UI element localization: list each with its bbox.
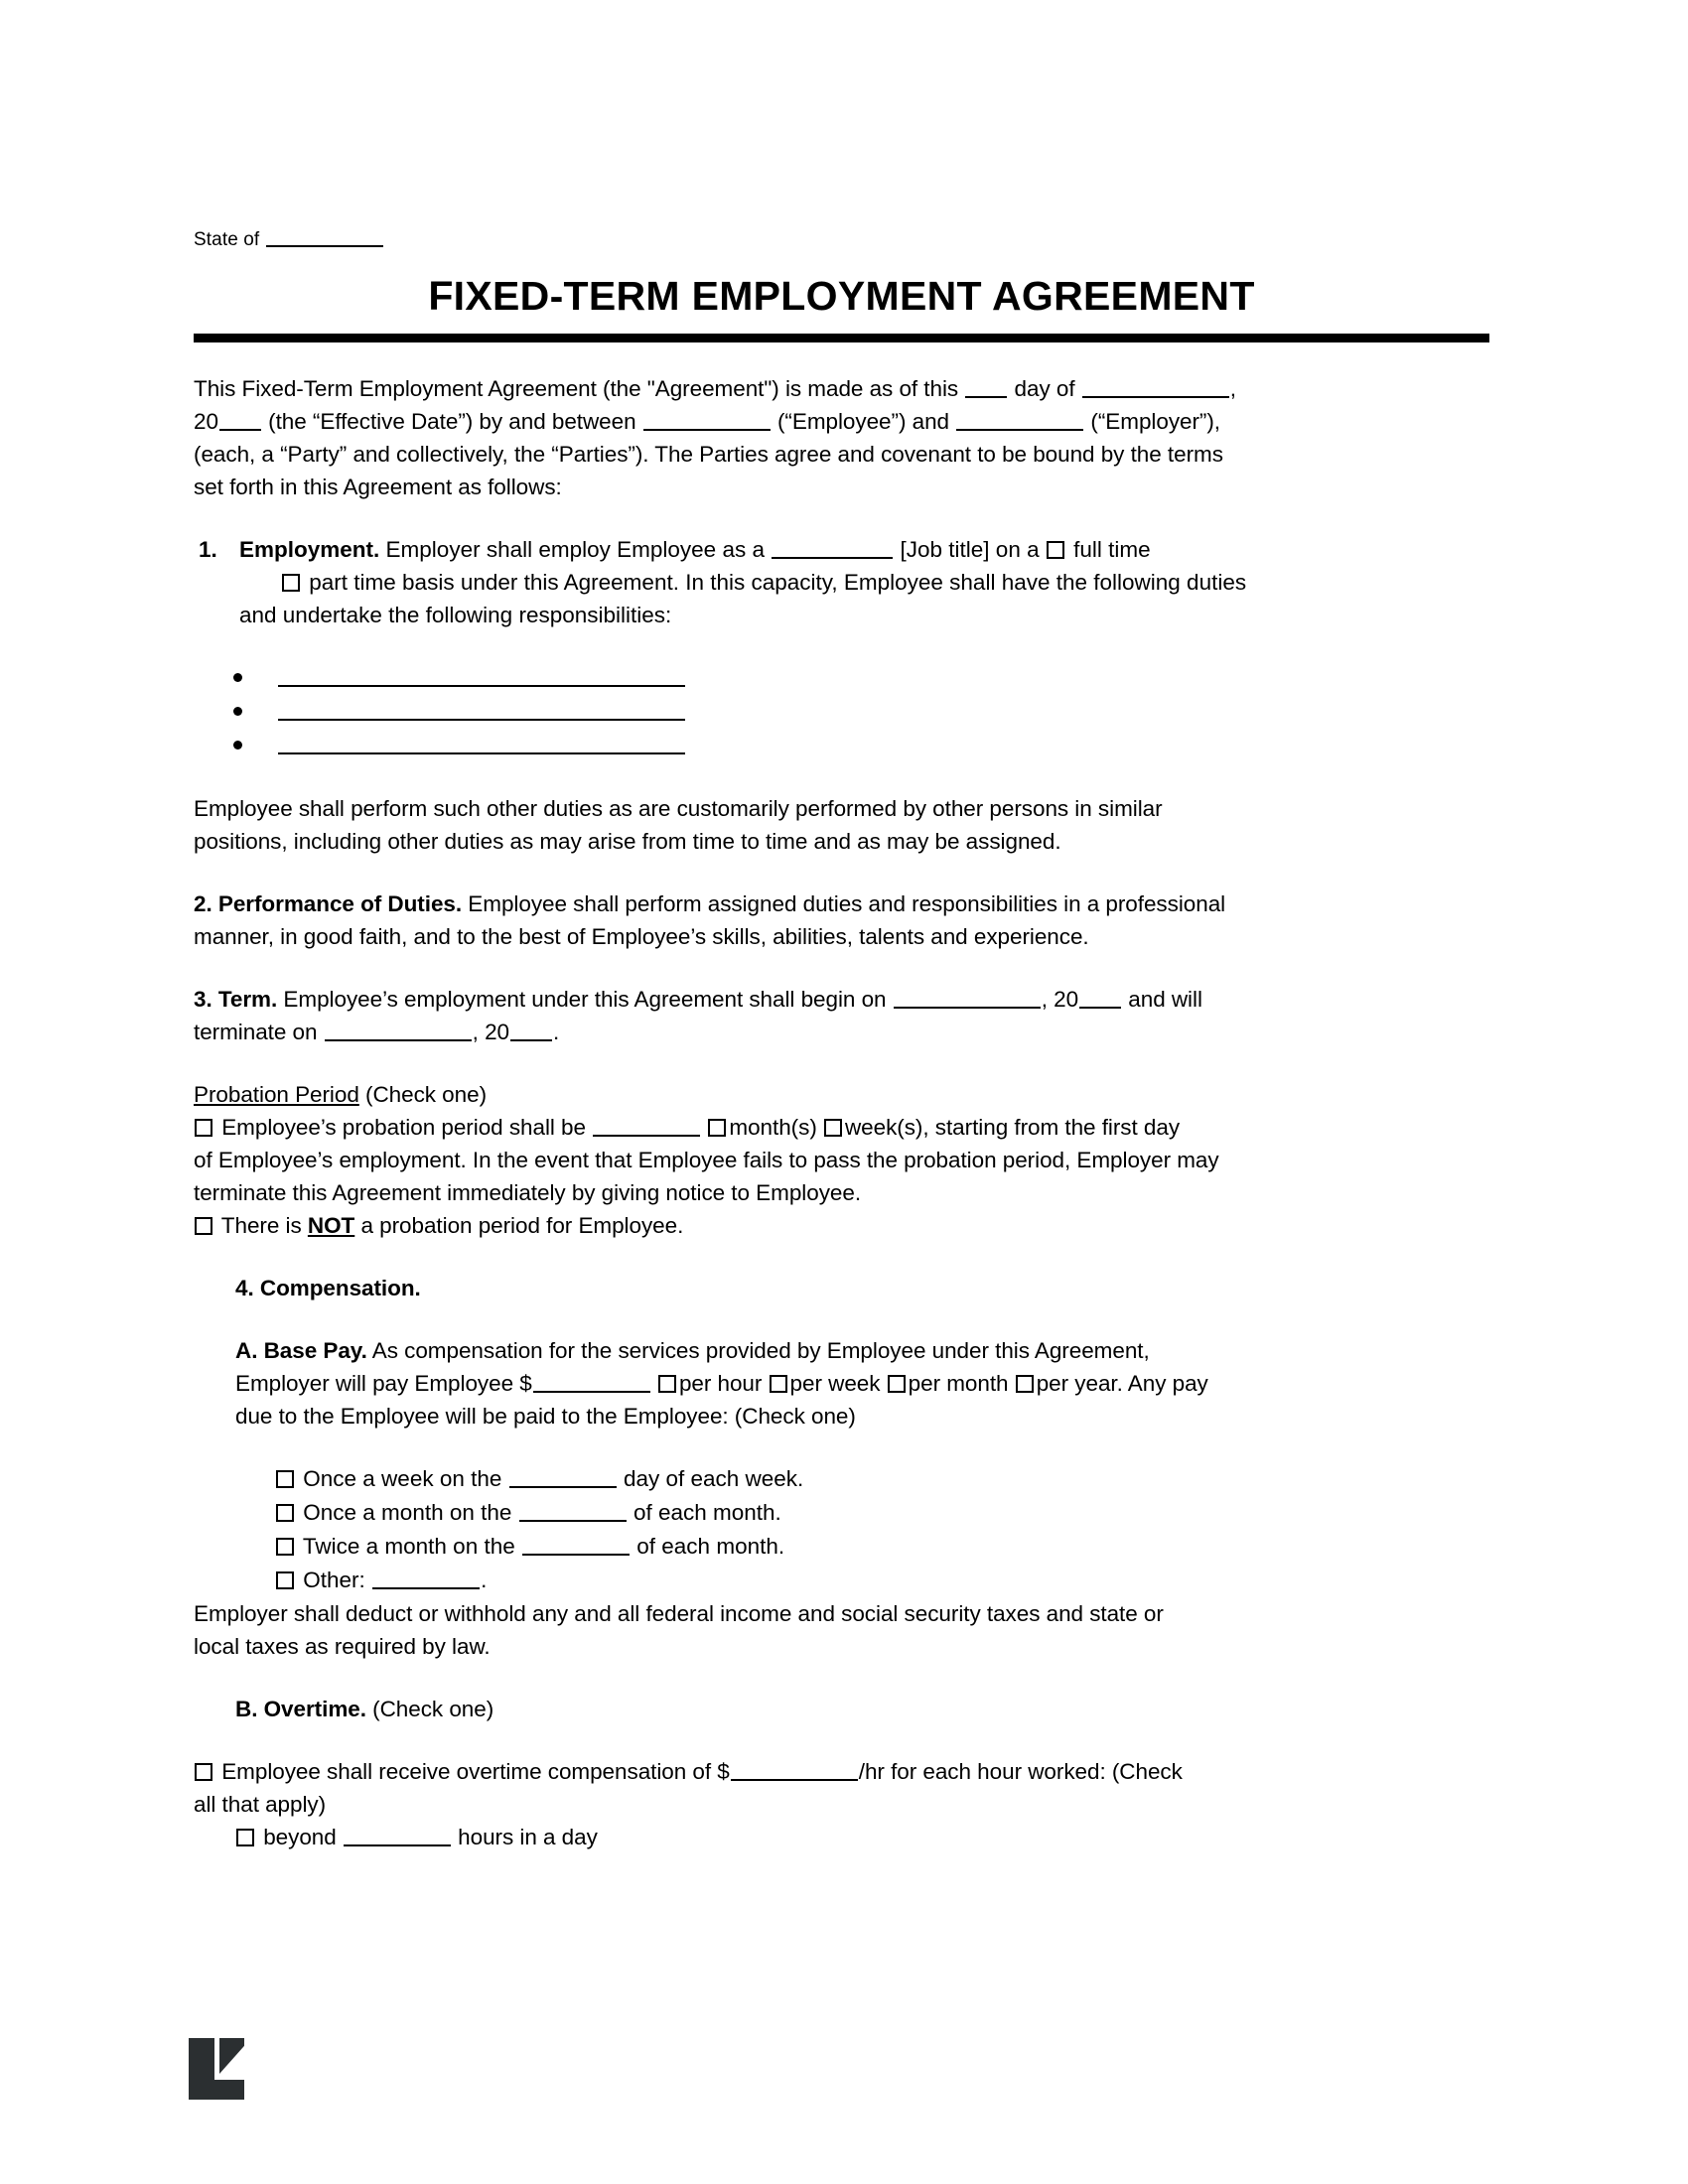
base-pay-line-3: due to the Employee will be paid to the Employee: (Check one) xyxy=(235,1404,856,1429)
overtime-option-1-text-b: /hr for each hour worked: (Check xyxy=(858,1759,1183,1784)
label-per-hour: per hour xyxy=(678,1371,763,1396)
checkbox-twice-a-month[interactable] xyxy=(276,1538,294,1556)
label-per-week: per week xyxy=(789,1371,881,1396)
section-1-line-3: and undertake the following responsibilities: xyxy=(239,603,672,627)
term-end-year-blank[interactable] xyxy=(510,1021,552,1041)
checkbox-part-time[interactable] xyxy=(282,574,300,592)
logo-foot xyxy=(189,2080,244,2100)
label-other-pre: Other: xyxy=(303,1568,365,1592)
label-twice-a-month-pre: Twice a month on the xyxy=(302,1534,515,1559)
term-begin-date-blank[interactable] xyxy=(894,988,1041,1009)
section-4a-base-pay xyxy=(194,1334,1489,1433)
intro-text-1a: This Fixed-Term Employment Agreement (the "Agreement") is made as of this xyxy=(194,376,959,401)
overtime-rate-blank[interactable] xyxy=(731,1760,858,1781)
section-1-closing-line-1: Employee shall perform such other duties as are customarily performed by other persons in similar xyxy=(194,796,1163,821)
intro-line-2 xyxy=(194,405,1489,438)
intro-text-2b: (the “Effective Date”) by and between xyxy=(268,409,636,434)
state-of-line xyxy=(194,226,1489,252)
section-1-text-1a: Employer shall employ Employee as a xyxy=(385,537,765,562)
title-divider xyxy=(194,334,1489,342)
section-3-text-2c: . xyxy=(553,1020,560,1044)
label-once-a-week-pre: Once a week on the xyxy=(303,1466,502,1491)
term-end-date-blank[interactable] xyxy=(325,1021,472,1041)
probation-option-2 xyxy=(194,1209,1489,1242)
section-2-performance-of-duties xyxy=(194,887,1489,953)
pay-frequency-options xyxy=(194,1462,1489,1597)
section-3-heading: 3. Term. xyxy=(194,987,278,1012)
section-3-text-2a: terminate on xyxy=(194,1020,318,1044)
probation-option-2-text-b: a probation period for Employee. xyxy=(360,1213,684,1238)
checkbox-per-hour[interactable] xyxy=(658,1375,676,1393)
page-title: FIXED-TERM EMPLOYMENT AGREEMENT xyxy=(428,273,1255,319)
state-blank[interactable] xyxy=(266,226,383,247)
checkbox-probation-yes[interactable] xyxy=(195,1119,212,1137)
section-3-text-1a: Employee’s employment under this Agreement shall begin on xyxy=(283,987,887,1012)
intro-text-2c: (“Employee”) and xyxy=(776,409,949,434)
label-once-a-month-pre: Once a month on the xyxy=(303,1500,512,1525)
probation-option-1-line-2: of Employee’s employment. In the event that Employee fails to pass the probation period, Employer may xyxy=(194,1148,1219,1172)
intro-line-3: (each, a “Party” and collectively, the “Parties”). The Parties agree and covenant to be bound by the terms xyxy=(194,442,1223,467)
checkbox-other-frequency[interactable] xyxy=(276,1571,294,1589)
intro-text-2d: (“Employer”), xyxy=(1090,409,1221,434)
section-1-heading: Employment. xyxy=(239,537,380,562)
label-hours-in-a-day: hours in a day xyxy=(458,1825,598,1849)
probation-heading-note: (Check one) xyxy=(365,1082,488,1107)
intro-text-1c: , xyxy=(1229,376,1236,401)
intro-line-4: set forth in this Agreement as follows: xyxy=(194,475,562,499)
intro-line-1 xyxy=(194,372,1489,405)
overtime-heading-note: (Check one) xyxy=(372,1697,494,1721)
duty-blank-line[interactable] xyxy=(278,685,685,687)
section-4b-overtime-heading-line xyxy=(194,1693,1489,1725)
base-pay-text-2a: Employer will pay Employee $ xyxy=(235,1371,532,1396)
intro-text-2a: 20 xyxy=(194,409,218,434)
label-beyond: beyond xyxy=(263,1825,337,1849)
bullet-icon xyxy=(233,707,242,716)
checkbox-beyond-hours-in-a-day[interactable] xyxy=(236,1829,254,1846)
beyond-hours-day-blank[interactable] xyxy=(344,1826,451,1846)
probation-duration-blank[interactable] xyxy=(593,1116,700,1137)
label-probation-months: month(s) xyxy=(729,1115,817,1140)
overtime-heading: B. Overtime. xyxy=(235,1697,366,1721)
section-2-text-1: Employee shall perform assigned duties and responsibilities in a professional xyxy=(468,891,1226,916)
section-1-closing-line-2: positions, including other duties as may arise from time to time and as may be assigned. xyxy=(194,829,1061,854)
label-probation-weeks: week(s), starting from the first day xyxy=(844,1115,1181,1140)
label-full-time: full time xyxy=(1073,537,1151,562)
label-once-a-month-post: of each month. xyxy=(633,1500,781,1525)
overtime-option-block xyxy=(194,1755,1489,1853)
duty-blank-line[interactable] xyxy=(278,719,685,721)
intro-day-blank[interactable] xyxy=(965,377,1007,398)
legal-templates-logo-icon xyxy=(189,2038,244,2100)
probation-heading: Probation Period xyxy=(194,1082,359,1107)
base-pay-line-2 xyxy=(235,1367,1489,1400)
section-1-text-1b: [Job title] on a xyxy=(900,537,1040,562)
intro-paragraph xyxy=(194,372,1489,503)
section-2-line-2: manner, in good faith, and to the best of Employee’s skills, abilities, talents and experience. xyxy=(194,924,1089,949)
overtime-option-1 xyxy=(194,1755,1489,1788)
probation-not-emphasis: NOT xyxy=(307,1213,355,1238)
section-1-closing xyxy=(194,792,1489,858)
duty-blank-line[interactable] xyxy=(278,752,685,754)
section-3-text-1c: and will xyxy=(1128,987,1202,1012)
section-3-text-2b: , 20 xyxy=(472,1020,510,1044)
tax-line-1: Employer shall deduct or withhold any and all federal income and social security taxes and state or xyxy=(194,1601,1164,1626)
probation-option-1 xyxy=(194,1111,1489,1144)
tax-line-2: local taxes as required by law. xyxy=(194,1634,491,1659)
label-other-post: . xyxy=(481,1568,488,1592)
label-per-month: per month xyxy=(908,1371,1009,1396)
probation-option-2-text-a: There is xyxy=(220,1213,302,1238)
section-1-number: 1. xyxy=(199,537,217,562)
probation-heading-line xyxy=(194,1078,1489,1111)
bullet-icon xyxy=(233,673,242,682)
checkbox-once-a-week[interactable] xyxy=(276,1470,294,1488)
duty-list-item[interactable] xyxy=(194,661,1489,695)
duty-list-item[interactable] xyxy=(194,729,1489,762)
probation-period-block xyxy=(194,1078,1489,1242)
overtime-option-1-line-2: all that apply) xyxy=(194,1792,327,1817)
document-body xyxy=(194,226,1489,1853)
checkbox-once-a-month[interactable] xyxy=(276,1504,294,1522)
base-pay-line-1 xyxy=(235,1334,1489,1367)
section-2-line-1 xyxy=(194,887,1489,920)
bullet-icon xyxy=(233,741,242,750)
section-3-term xyxy=(194,983,1489,1048)
overtime-sub-option-beyond-hours-day xyxy=(194,1821,1489,1853)
section-1-employment xyxy=(194,533,1489,631)
checkbox-per-year[interactable] xyxy=(1016,1375,1034,1393)
pay-frequency-option-monthly xyxy=(275,1496,1489,1530)
section-1-line-1 xyxy=(239,533,1489,566)
term-begin-year-blank[interactable] xyxy=(1079,988,1121,1009)
twice-a-month-day-blank[interactable] xyxy=(522,1535,630,1556)
intro-month-blank[interactable] xyxy=(1082,377,1229,398)
intro-employee-blank[interactable] xyxy=(643,410,771,431)
overtime-option-1-text-a: Employee shall receive overtime compensation of $ xyxy=(221,1759,730,1784)
label-per-year: per year. Any pay xyxy=(1036,1371,1208,1396)
checkbox-overtime-yes[interactable] xyxy=(195,1763,212,1781)
once-a-month-day-blank[interactable] xyxy=(519,1501,627,1522)
once-a-week-day-blank[interactable] xyxy=(509,1467,617,1488)
checkbox-probation-weeks[interactable] xyxy=(824,1119,842,1137)
section-4-heading: 4. Compensation. xyxy=(235,1276,421,1300)
pay-frequency-option-weekly xyxy=(275,1462,1489,1496)
state-of-label: State of xyxy=(194,229,260,250)
section-2-heading: 2. Performance of Duties. xyxy=(194,891,463,916)
pay-frequency-option-semimonthly xyxy=(275,1530,1489,1564)
checkbox-full-time[interactable] xyxy=(1047,541,1064,559)
base-pay-amount-blank[interactable] xyxy=(533,1372,650,1393)
probation-option-1-line-3: terminate this Agreement immediately by giving notice to Employee. xyxy=(194,1180,862,1205)
duty-list-item[interactable] xyxy=(194,695,1489,729)
label-twice-a-month-post: of each month. xyxy=(636,1534,785,1559)
section-3-line-2 xyxy=(194,1016,1489,1048)
other-frequency-blank[interactable] xyxy=(372,1569,480,1589)
checkbox-per-week[interactable] xyxy=(770,1375,787,1393)
label-once-a-week-post: day of each week. xyxy=(623,1466,804,1491)
base-pay-text-1: As compensation for the services provided by Employee under this Agreement, xyxy=(371,1338,1150,1363)
checkbox-probation-months[interactable] xyxy=(708,1119,726,1137)
checkbox-per-month[interactable] xyxy=(888,1375,906,1393)
job-title-blank[interactable] xyxy=(772,538,893,559)
duties-blank-list xyxy=(194,661,1489,762)
section-1-line-2 xyxy=(239,566,1489,599)
tax-withholding-paragraph xyxy=(194,1597,1489,1663)
intro-employer-blank[interactable] xyxy=(956,410,1083,431)
checkbox-probation-no[interactable] xyxy=(195,1217,212,1235)
section-3-text-1b: , 20 xyxy=(1041,987,1079,1012)
label-part-time: part time basis under this Agreement. In this capacity, Employee shall have the following duties xyxy=(309,570,1247,595)
pay-frequency-option-other xyxy=(275,1564,1489,1597)
intro-text-1b: day of xyxy=(1014,376,1075,401)
probation-option-1-text-a: Employee’s probation period shall be xyxy=(221,1115,586,1140)
section-3-line-1 xyxy=(194,983,1489,1016)
base-pay-heading: A. Base Pay. xyxy=(235,1338,367,1363)
intro-year-blank[interactable] xyxy=(219,410,261,431)
